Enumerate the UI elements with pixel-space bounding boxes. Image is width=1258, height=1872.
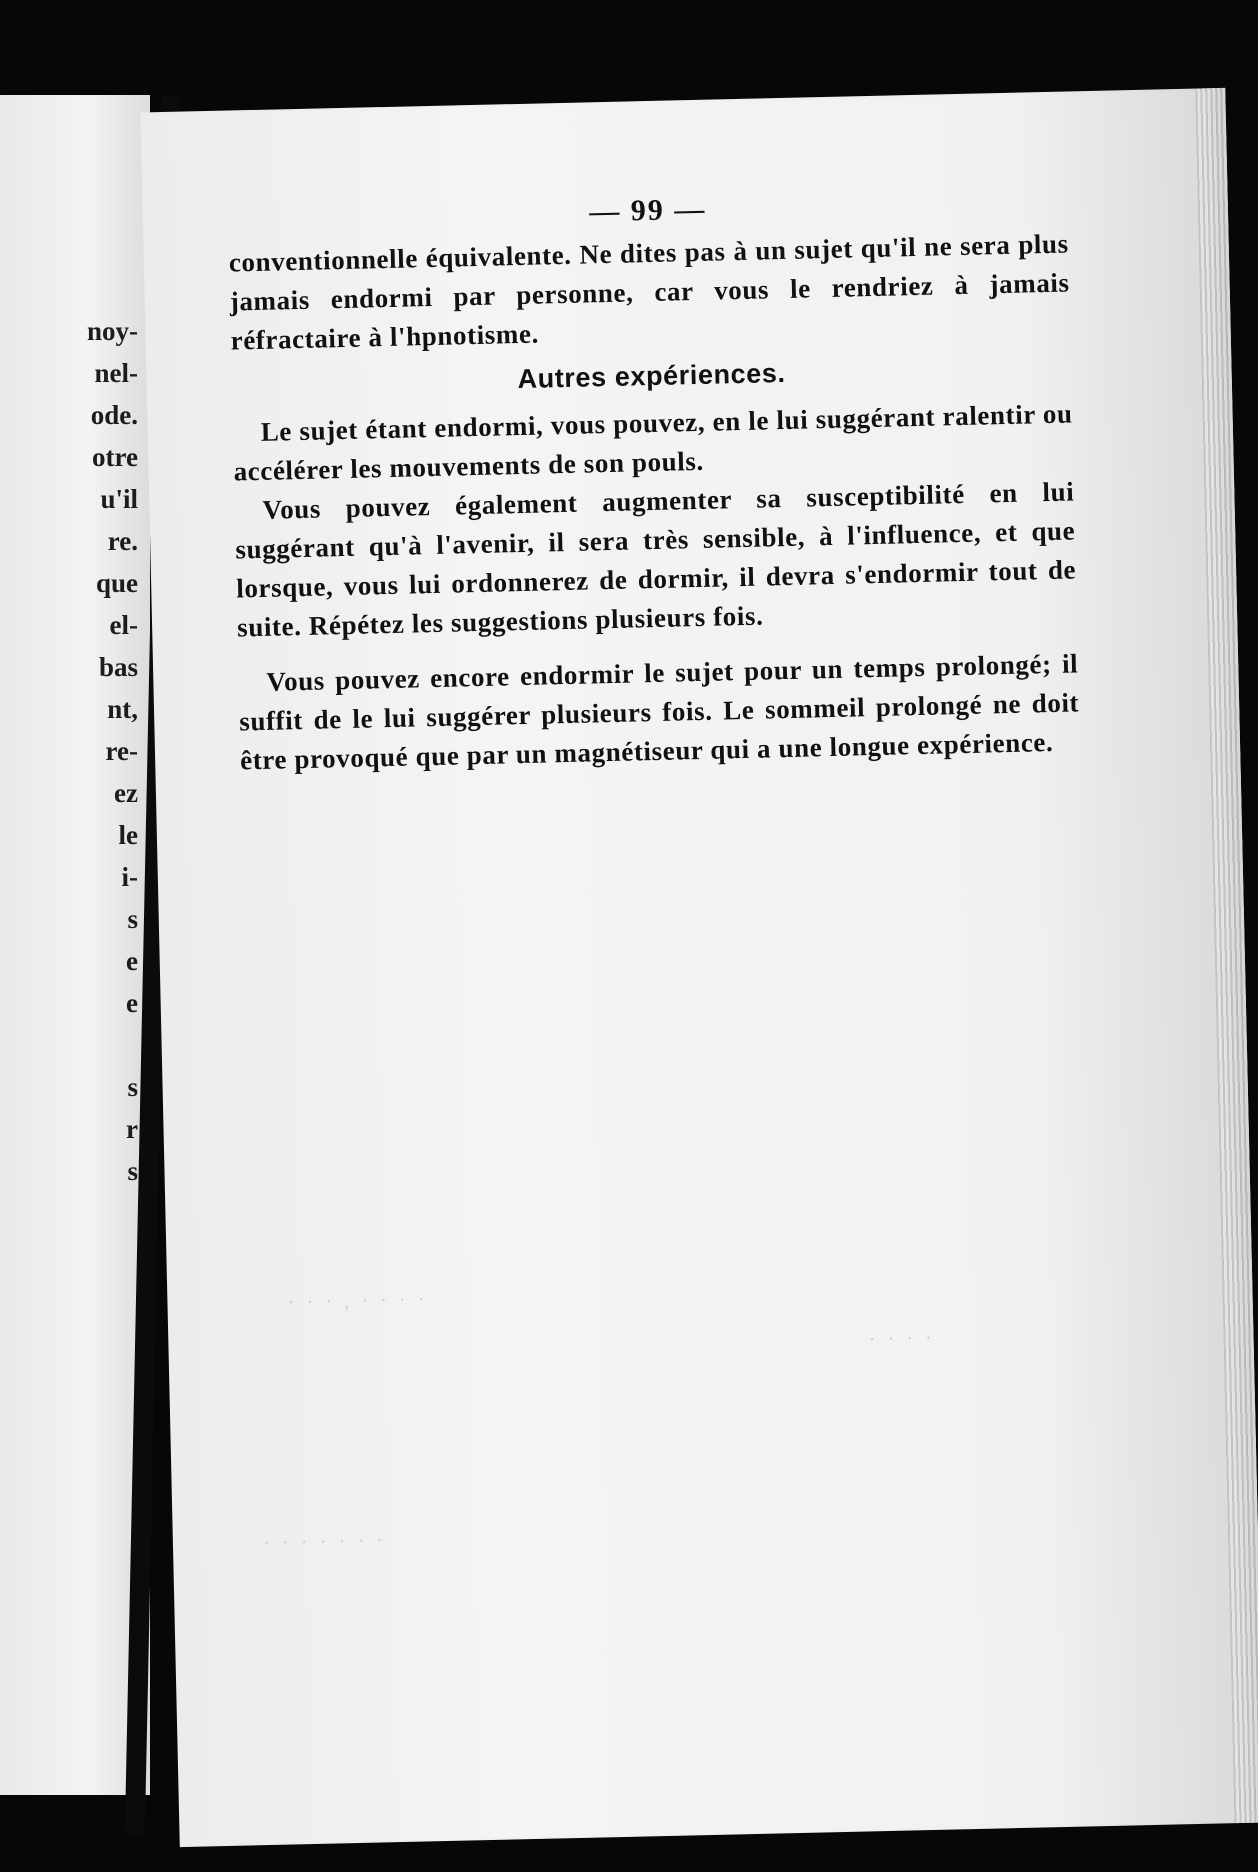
paragraph: Le sujet étant endormi, vous pouvez, en le lui suggérant ralentir ou accélérer les mouvements de son pouls. bbox=[233, 398, 1073, 487]
left-line-fragment: re- bbox=[105, 736, 138, 766]
left-line-fragment bbox=[87, 1024, 138, 1066]
left-line-fragment: u'il bbox=[100, 484, 138, 514]
left-line-fragment: i- bbox=[121, 862, 138, 892]
left-line-fragment: e bbox=[126, 946, 138, 976]
section-heading: Autres expériences. bbox=[517, 357, 786, 395]
left-line-fragment: r bbox=[126, 1114, 138, 1144]
left-line-fragment: e bbox=[126, 988, 138, 1018]
paragraph: Vous pouvez encore endormir le sujet pour un temps prolongé; il suffit de le lui suggérer plusieurs fois. Le sommeil prolongé ne doit être provoqué que par un magnétiseur qui a une longue expérience. bbox=[238, 648, 1080, 776]
bleed-through-marks: · · · · · · · bbox=[262, 1527, 387, 1556]
bleed-through-marks: · · · , · · · · bbox=[287, 1286, 429, 1315]
left-line-fragment: nt, bbox=[107, 694, 138, 724]
paragraph: conventionnelle équivalente. Ne dites pas à un sujet qu'il ne sera plus jamais endormi par personne, car vous le rendriez à jamais réfractaire à l'hpnotisme. bbox=[228, 228, 1070, 356]
bleed-through-marks: · · · · bbox=[868, 1324, 936, 1352]
left-line-fragment: s bbox=[127, 1072, 138, 1102]
left-line-fragment: ez bbox=[114, 778, 138, 808]
left-line-fragment: s bbox=[127, 1156, 138, 1186]
left-line-fragment: bas bbox=[98, 652, 138, 682]
left-line-fragment: que bbox=[95, 568, 138, 598]
page-number: — 99 — bbox=[588, 192, 707, 229]
left-line-fragment: otre bbox=[92, 442, 138, 472]
left-line-fragment: el- bbox=[109, 610, 138, 640]
left-line-fragment: s bbox=[127, 904, 138, 934]
left-page-line-fragments bbox=[87, 310, 138, 1192]
left-line-fragment: le bbox=[118, 820, 138, 850]
left-line-fragment: nel- bbox=[94, 358, 138, 388]
left-line-fragment: ode. bbox=[90, 400, 138, 430]
page-text bbox=[227, 182, 1080, 781]
left-line-fragment: re. bbox=[107, 526, 138, 556]
page-stack-edge bbox=[1195, 88, 1258, 1823]
paragraph: Vous pouvez également augmenter sa susceptibilité en lui suggérant qu'à l'avenir, il sera très sensible, à l'influence, et que lorsque, vous lui ordonnerez de dormir, il devra s'endormir tout de suite. Répétez les suggestions plusieurs fois. bbox=[235, 476, 1077, 643]
book-page bbox=[140, 88, 1258, 1847]
left-line-fragment: noy- bbox=[86, 316, 138, 346]
left-page-fragment bbox=[0, 95, 150, 1795]
